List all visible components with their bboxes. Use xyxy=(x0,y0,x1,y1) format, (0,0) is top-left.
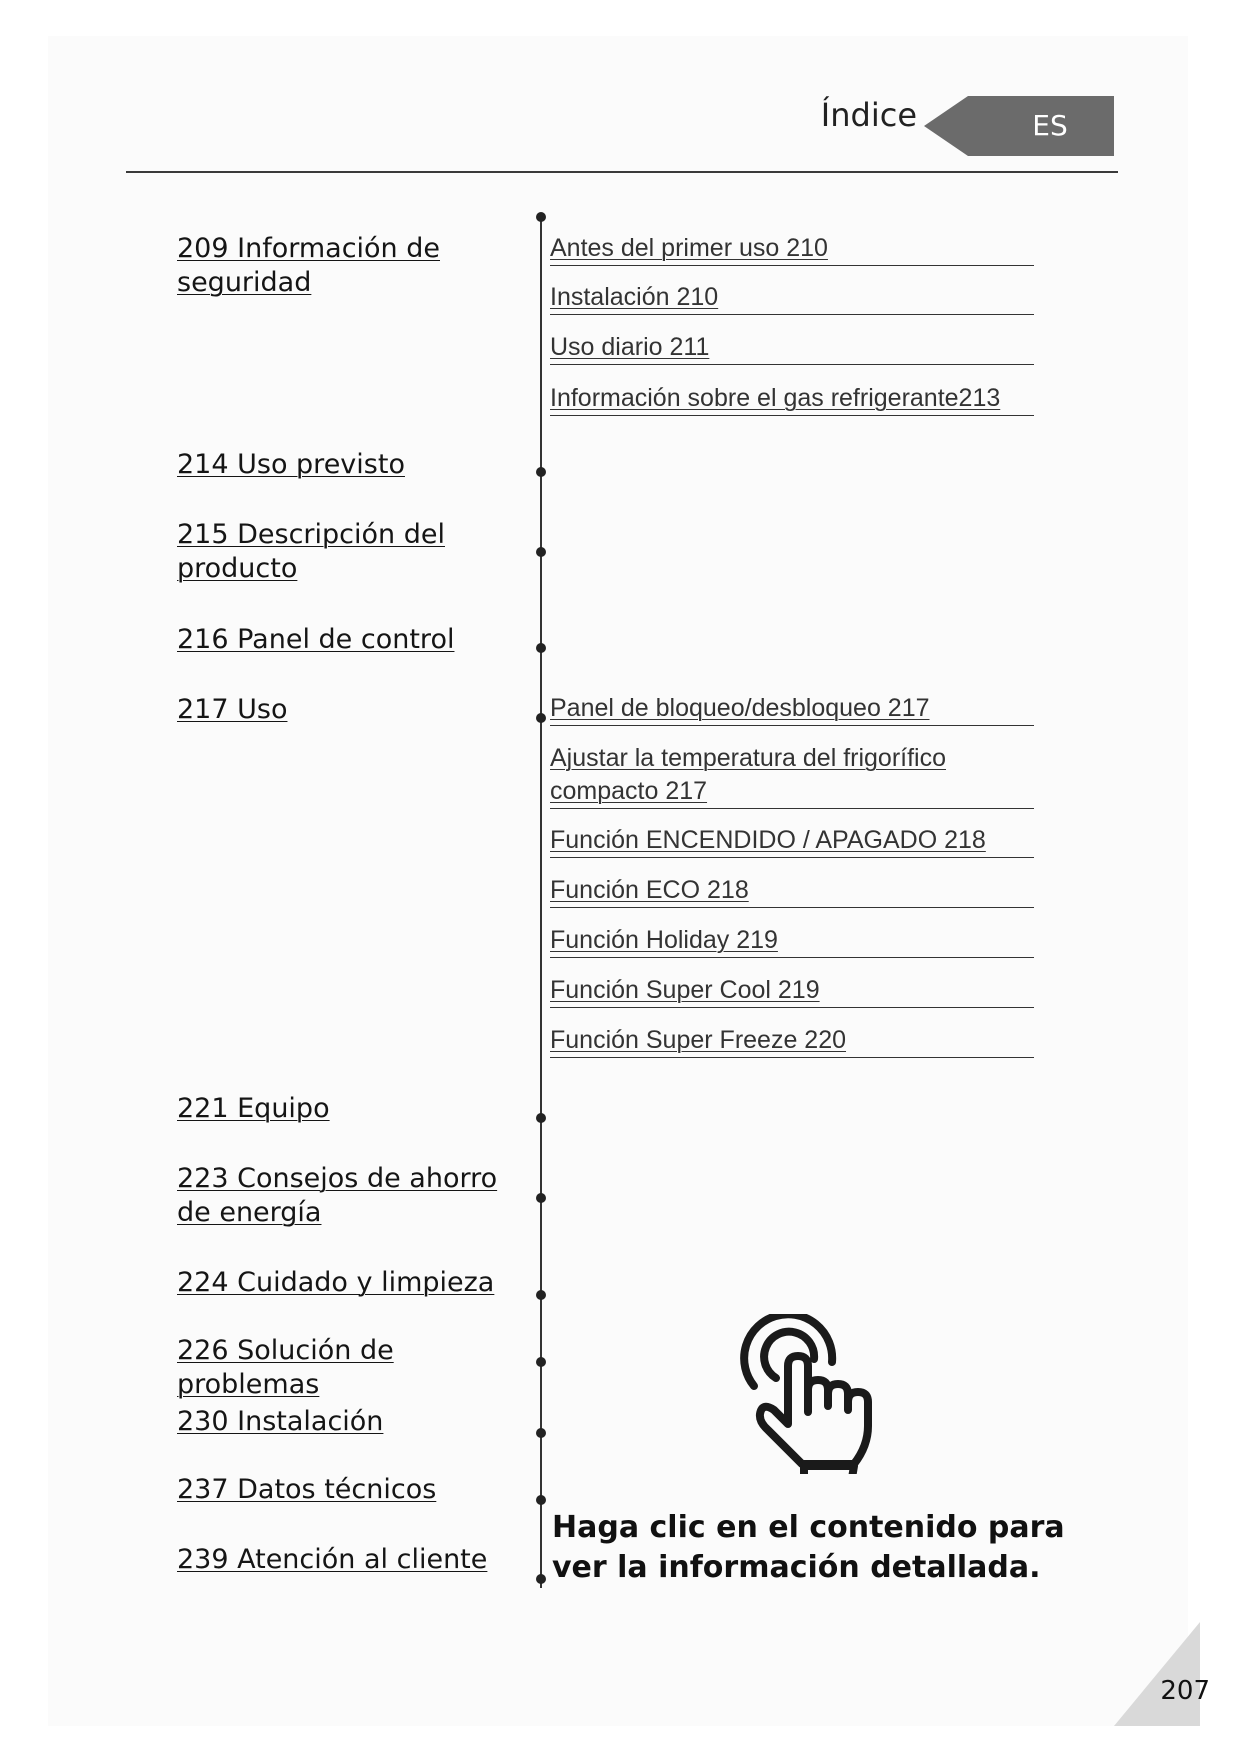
toc-link-intended-use[interactable]: 214 Uso previsto xyxy=(177,449,405,480)
timeline-dot xyxy=(536,1290,546,1300)
timeline-dot xyxy=(536,1495,546,1505)
toc-sublink-holiday[interactable]: Función Holiday 219 xyxy=(550,924,1034,958)
timeline-dot xyxy=(536,1193,546,1203)
timeline-dot xyxy=(536,1574,546,1584)
timeline-dot xyxy=(536,713,546,723)
language-code: ES xyxy=(1032,109,1068,142)
page-corner-fold xyxy=(1114,1622,1200,1726)
timeline-dot xyxy=(536,547,546,557)
toc-sublink-daily-use[interactable]: Uso diario 211 xyxy=(550,331,1034,365)
toc-link-energy-saving[interactable]: 223 Consejos de ahorro de energía xyxy=(177,1163,498,1228)
toc-sublink-before-first-use[interactable]: Antes del primer uso 210 xyxy=(550,232,1034,266)
header-divider xyxy=(126,171,1118,173)
toc-link-installation[interactable]: 230 Instalación xyxy=(177,1406,384,1437)
toc-link-technical-data[interactable]: 237 Datos técnicos xyxy=(177,1474,437,1505)
toc-link-troubleshooting[interactable]: 226 Solución de problemas xyxy=(177,1335,394,1400)
language-tab xyxy=(924,96,1114,156)
toc-link-product-description[interactable]: 215 Descripción del producto xyxy=(177,519,445,584)
timeline-dot xyxy=(536,1357,546,1367)
timeline-line xyxy=(540,218,542,1588)
call-to-action-text: Haga clic en el contenido para ver la información detallada. xyxy=(552,1510,1065,1585)
timeline-dot xyxy=(536,467,546,477)
toc-sublink-on-off[interactable]: Función ENCENDIDO / APAGADO 218 xyxy=(550,824,1034,858)
timeline-dot xyxy=(536,1428,546,1438)
toc-sublink-installation[interactable]: Instalación 210 xyxy=(550,281,1034,315)
toc-sublink-adjust-temperature[interactable]: Ajustar la temperatura del frigorífico compacto 217 xyxy=(550,742,1034,809)
hand-tap-icon xyxy=(732,1314,882,1474)
page-title: Índice xyxy=(820,96,917,134)
toc-link-equipment[interactable]: 221 Equipo xyxy=(177,1093,330,1124)
toc-link-use[interactable]: 217 Uso xyxy=(177,694,288,725)
toc-link-customer-service[interactable]: 239 Atención al cliente xyxy=(177,1544,488,1575)
toc-link-safety[interactable]: 209 Información de seguridad xyxy=(177,233,440,298)
toc-link-control-panel[interactable]: 216 Panel de control xyxy=(177,624,455,655)
toc-sublink-refrigerant-gas[interactable]: Información sobre el gas refrigerante213 xyxy=(550,382,1034,416)
toc-sublink-lock-panel[interactable]: Panel de bloqueo/desbloqueo 217 xyxy=(550,692,1034,726)
timeline-dot xyxy=(536,1113,546,1123)
toc-link-care-cleaning[interactable]: 224 Cuidado y limpieza xyxy=(177,1267,495,1298)
toc-sublink-eco[interactable]: Función ECO 218 xyxy=(550,874,1034,908)
timeline-dot xyxy=(536,643,546,653)
timeline-dot xyxy=(536,212,546,222)
page-number: 207 xyxy=(1160,1676,1210,1706)
toc-sublink-super-freeze[interactable]: Función Super Freeze 220 xyxy=(550,1024,1034,1058)
toc-sublink-super-cool[interactable]: Función Super Cool 219 xyxy=(550,974,1034,1008)
